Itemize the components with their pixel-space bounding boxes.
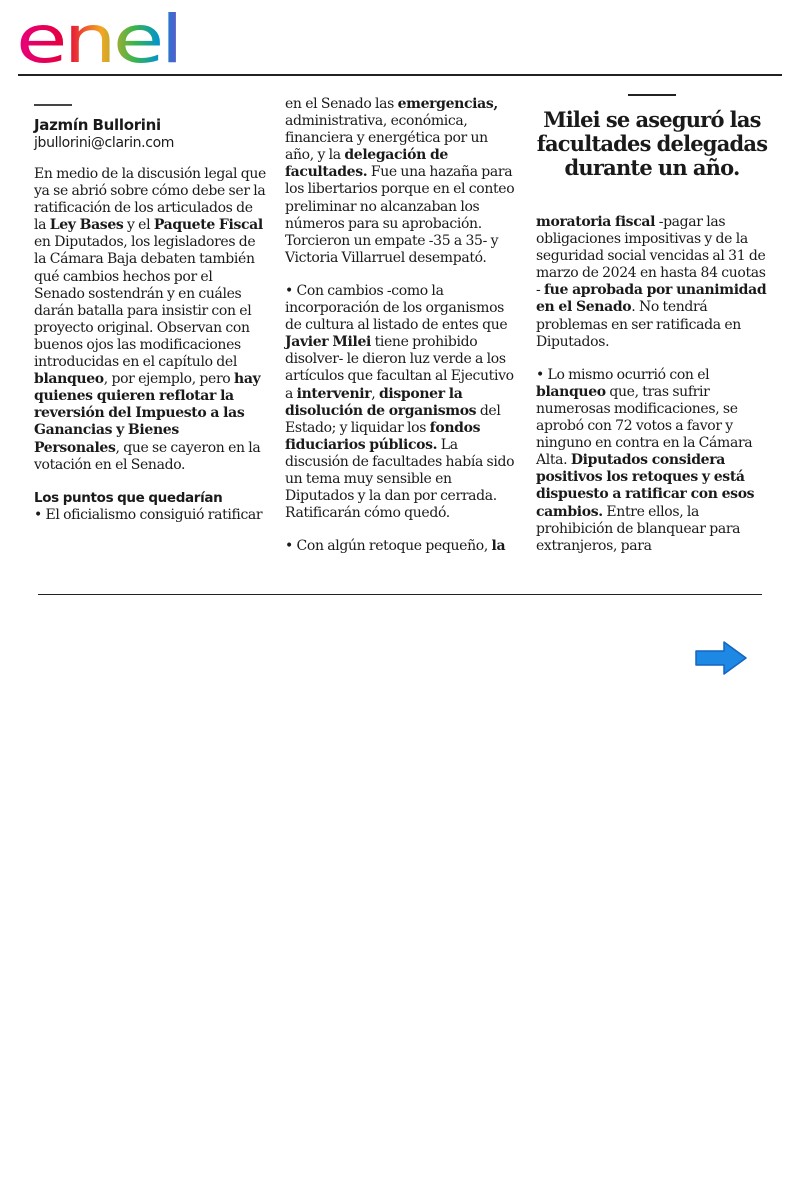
bullet-paragraph: • Lo mismo ocurrió con el blanqueo que, tras sufrir numerosas modificaciones, se aprobó con 72 votos a favor y ninguno en contra en la Cámara Alta. Diputados considera positivos los retoques y está dispuesto a ratificar con esos cambios. Entre ellos, la prohibición de blanquear para extranjeros, para xyxy=(536,366,755,554)
byline-rule xyxy=(34,104,72,106)
paragraph-intro: En medio de la discusión legal que ya se abrió sobre cómo debe ser la ratificación de los articulados de la Ley Bases y el Paquete Fiscal en Diputados, los legisladores de la Cámara Baja debaten también qué cambios hechos por el Senado sostendrán y en cuáles darán batalla para insistir con el proyecto original. Observan con buenos ojos las modificaciones introducidas en el capítulo del blanqueo, por ejemplo, pero hay quienes quieren reflotar la reversión del Impuesto a las Ganancias y Bienes Personales, que se cayeron en la votación en el Senado. xyxy=(34,166,266,473)
bullet-paragraph: • Con cambios -como la incorporación de los organismos de cultura al listado de entes que Javier Milei tiene prohibido disolver- le dieron luz verde a los artículos que facultan al Ejecutivo a intervenir, disponer la disolución de organismos del Estado; y liquidar los fondos fiduciarios públicos. La discusión de facultades había sido un tema muy sensible en Diputados y la dan por cerrada. Ratificarán cómo quedó. xyxy=(285,282,515,522)
article-body xyxy=(0,90,800,555)
pullquote-rule xyxy=(628,94,676,96)
article-column-2 xyxy=(285,96,517,569)
author-name: Jazmín Bullorini xyxy=(34,116,161,134)
enel-logo xyxy=(14,4,184,72)
footer-divider xyxy=(38,594,762,595)
section-subhead: Los puntos que quedarían xyxy=(34,489,223,506)
bullet-paragraph: • El oficialismo consiguió ratificar xyxy=(34,506,263,523)
bullet-paragraph: • Con algún retoque pequeño, la xyxy=(285,538,506,555)
paragraph-moratoria: moratoria fiscal -pagar las obligaciones impositivas y de la seguridad social vencidas al 31 de marzo de 2024 en hasta 84 cuotas - fue aprobada por unanimidad en el Senado. No tendrá problemas en ser ratificada en Diputados. xyxy=(536,214,767,350)
paragraph-emergencias: en el Senado las emergencias, administrativa, económica, financiera y energética por un año, y la delegación de facultades. Fue una hazaña para los libertarios porque en el conteo preliminar no alcanzaban los números para su aprobación. Torcieron un empate -35 a 35- y Victoria Villarruel desempató. xyxy=(285,96,515,266)
author-email[interactable]: jbullorini@clarin.com xyxy=(34,135,175,151)
pullquote: Milei se aseguró las facultades delegadas durante un año. xyxy=(536,107,768,180)
header-divider xyxy=(18,74,782,76)
svg-text:enel: enel xyxy=(16,4,180,72)
arrow-right-icon[interactable] xyxy=(694,640,748,676)
page-header xyxy=(0,0,800,76)
article-column-3 xyxy=(536,90,768,571)
article-column-1 xyxy=(34,90,266,538)
